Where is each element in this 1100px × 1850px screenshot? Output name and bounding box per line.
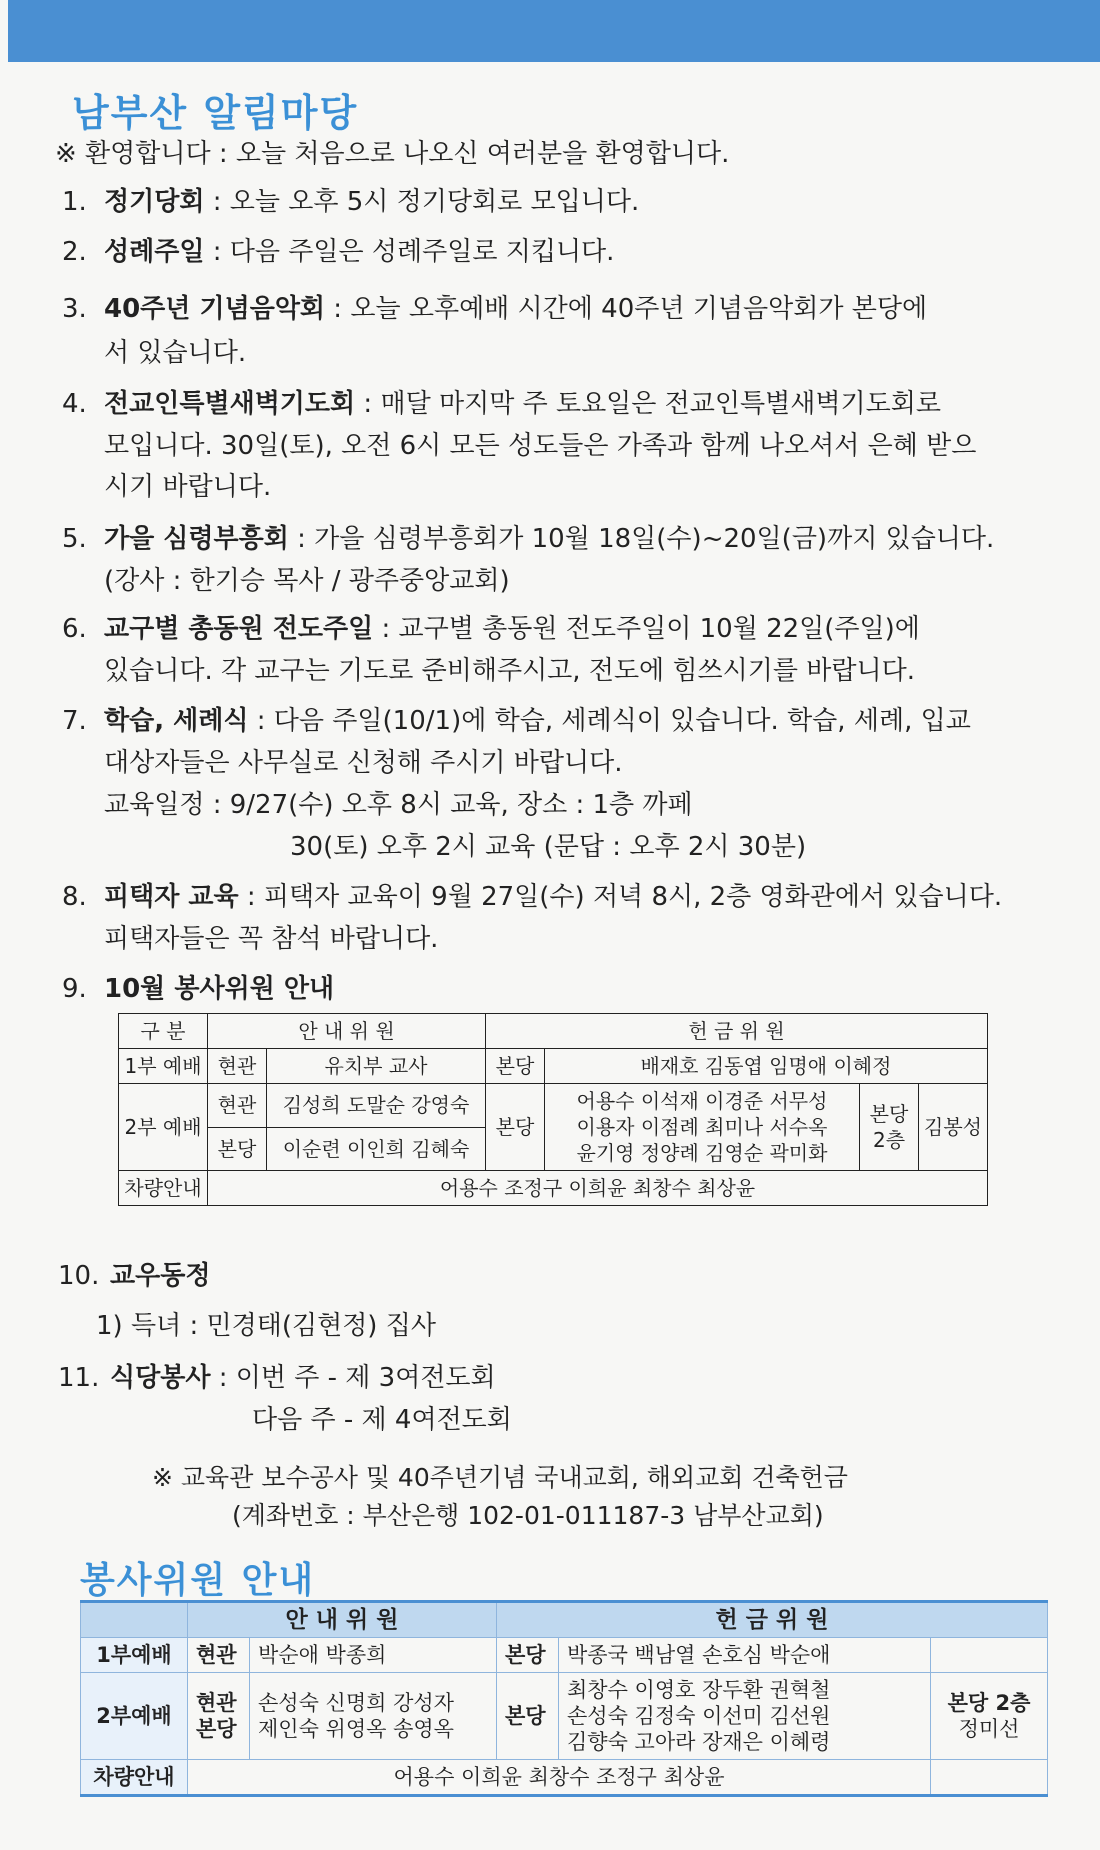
table-cell: 2부 예배: [119, 1084, 208, 1171]
guide-names-line: 손성숙 신명희 강성자: [258, 1691, 454, 1715]
offering-names-line: 김향숙 고아라 장재은 이혜령: [567, 1730, 831, 1754]
item-heading: 성례주일: [104, 237, 205, 267]
volunteers-table: [80, 1600, 1048, 1797]
account-number: (계좌번호 : 부산은행 102-01-011187-3 남부산교회): [232, 1501, 824, 1530]
table-cell: 현관: [188, 1638, 250, 1673]
item-text: : 오늘 오후 5시 정기당회로 모입니다.: [204, 187, 640, 217]
page-title: 남부산 알림마당: [72, 91, 359, 135]
item-number: 8.: [62, 882, 87, 912]
item-number: 3.: [62, 294, 87, 324]
table-header: 안 내 위 원: [188, 1602, 497, 1638]
item-text-continued: 모입니다. 30일(토), 오전 6시 모든 성도들은 가족과 함께 나오셔서 은혜 받으: [104, 431, 977, 461]
education-schedule: 교육일정 : 9/27(수) 오후 8시 교육, 장소 : 1층 까페: [104, 790, 693, 820]
table-row: [81, 1673, 1048, 1760]
item-text-continued: 있습니다. 각 교구는 기도로 준비해주시고, 전도에 힘쓰시기를 바랍니다.: [104, 656, 916, 686]
building-fund-notice: ※ 교육관 보수공사 및 40주년기념 국내교회, 해외교회 건축헌금: [152, 1463, 848, 1492]
table-cell: 1부 예배: [119, 1049, 208, 1084]
item-number: 6.: [62, 614, 87, 644]
table-header: 안 내 위 원: [208, 1014, 486, 1049]
announcement-4: [62, 383, 941, 425]
section-title: 봉사위원 안내: [80, 1560, 316, 1601]
table-cell: [250, 1673, 497, 1760]
item-number: 11.: [58, 1363, 100, 1393]
floor-line: 본당 2층: [947, 1691, 1031, 1715]
announcement-7: [62, 700, 971, 742]
item-heading: 10월 봉사위원 안내: [104, 974, 335, 1004]
item-text-continued: 시기 바랍니다.: [104, 472, 272, 502]
table-cell: 박종국 백남열 손호심 박순애: [559, 1638, 931, 1673]
table-cell: 본당: [497, 1673, 559, 1760]
table-header-row: [119, 1014, 988, 1049]
announcement-6: [62, 608, 920, 650]
location-line: 현관: [196, 1691, 237, 1715]
table-row: [81, 1638, 1048, 1673]
offering-names-line: 손성숙 김정숙 이선미 김선원: [567, 1704, 831, 1728]
item-heading: 학습, 세례식: [104, 706, 249, 736]
item-number: 10.: [58, 1261, 100, 1291]
item-number: 9.: [62, 974, 87, 1004]
offering-names-line: 어용수 이석재 이경준 서무성: [576, 1089, 828, 1113]
guide-names-line: 제인숙 위영옥 송영옥: [258, 1717, 454, 1741]
table-header-row: [81, 1602, 1048, 1638]
item-text: : 이번 주 - 제 3여전도회: [210, 1363, 496, 1393]
table-cell: 2부예배: [81, 1673, 188, 1760]
table-cell: 이순련 이인희 김혜숙: [267, 1127, 486, 1171]
item-heading: 가을 심령부흥회: [104, 524, 289, 554]
october-volunteers-table: [118, 1013, 988, 1206]
floor-line: 본당: [869, 1102, 909, 1126]
table-cell: 본당: [208, 1127, 267, 1171]
item-text: : 가을 심령부흥회가 10월 18일(수)~20일(금)까지 있습니다.: [288, 524, 995, 554]
item-heading: 교우동정: [110, 1261, 211, 1291]
table-cell: 차량안내: [81, 1760, 188, 1796]
table-cell: 현관: [208, 1049, 267, 1084]
table-cell: 박순애 박종희: [250, 1638, 497, 1673]
floor-line: 2층: [872, 1128, 906, 1152]
table-cell: [860, 1084, 919, 1171]
announcement-1: [62, 181, 639, 223]
table-cell: [931, 1638, 1048, 1673]
item-heading: 정기당회: [104, 187, 205, 217]
item-text: : 매달 마지막 주 토요일은 전교인특별새벽기도회로: [355, 389, 941, 419]
table-header: 헌 금 위 원: [497, 1602, 1048, 1638]
announcement-11: [58, 1357, 496, 1399]
member-news: 1) 득녀 : 민경태(김현정) 집사: [96, 1311, 436, 1341]
item-text: : 오늘 오후예배 시간에 40주년 기념음악회가 본당에: [325, 294, 928, 324]
table-cell: 어용수 이희윤 최창수 조정구 최상윤: [188, 1760, 931, 1796]
item-text-continued: (강사 : 한기승 목사 / 광주중앙교회): [104, 566, 510, 596]
announcement-2: [62, 231, 614, 273]
announcement-5: [62, 518, 994, 560]
table-header: 헌 금 위 원: [486, 1014, 988, 1049]
item-heading: 40주년 기념음악회: [104, 294, 326, 324]
item-text-continued: 피택자들은 꼭 참석 바랍니다.: [104, 924, 439, 954]
announcement-8: [62, 876, 1002, 918]
table-cell: [188, 1673, 250, 1760]
table-cell: 배재호 김동엽 임명애 이혜정: [545, 1049, 988, 1084]
item-text-continued: 다음 주 - 제 4여전도회: [252, 1405, 512, 1435]
table-cell: [559, 1673, 931, 1760]
table-cell: 차량안내: [119, 1171, 208, 1206]
item-text-continued: 대상자들은 사무실로 신청해 주시기 바랍니다.: [104, 748, 623, 778]
offering-names-line: 이용자 이점례 최미나 서수옥: [576, 1115, 828, 1139]
item-number: 2.: [62, 237, 87, 267]
item-heading: 교구별 총동원 전도주일: [104, 614, 374, 644]
table-cell: 본당: [486, 1084, 545, 1171]
table-cell: 본당: [486, 1049, 545, 1084]
table-cell: [931, 1673, 1048, 1760]
item-heading: 식당봉사: [110, 1363, 211, 1393]
item-text: : 피택자 교육이 9월 27일(수) 저녁 8시, 2층 영화관에서 있습니다.: [238, 882, 1003, 912]
offering-names-line: 윤기영 정양례 김영순 곽미화: [576, 1141, 828, 1165]
table-header: [81, 1602, 188, 1638]
floor-name-line: 정미선: [958, 1717, 1020, 1741]
item-text-continued: 서 있습니다.: [104, 338, 247, 368]
table-cell: 어용수 조정구 이희윤 최창수 최상윤: [208, 1171, 988, 1206]
item-heading: 피택자 교육: [104, 882, 239, 912]
item-number: 7.: [62, 706, 87, 736]
item-text: : 다음 주일은 성례주일로 지킵니다.: [204, 237, 615, 267]
table-cell: [545, 1084, 860, 1171]
table-cell: 김성희 도말순 강영숙: [267, 1084, 486, 1128]
location-line: 본당: [196, 1717, 237, 1741]
table-header: 구 분: [119, 1014, 208, 1049]
top-color-bar: [8, 0, 1100, 62]
table-row: [119, 1171, 988, 1206]
table-cell: 본당: [497, 1638, 559, 1673]
item-number: 1.: [62, 187, 87, 217]
item-text: : 교구별 총동원 전도주일이 10월 22일(주일)에: [373, 614, 920, 644]
education-schedule-2: 30(토) 오후 2시 교육 (문답 : 오후 2시 30분): [290, 832, 807, 862]
item-text: : 다음 주일(10/1)에 학습, 세례식이 있습니다. 학습, 세례, 입교: [248, 706, 971, 736]
table-cell: 현관: [208, 1084, 267, 1128]
table-cell: 김봉성: [919, 1084, 988, 1171]
offering-names-line: 최창수 이영호 장두환 권혁철: [567, 1678, 831, 1702]
table-cell: [931, 1760, 1048, 1796]
table-cell: 유치부 교사: [267, 1049, 486, 1084]
announcement-9: [62, 968, 334, 1010]
table-cell: 1부예배: [81, 1638, 188, 1673]
item-number: 5.: [62, 524, 87, 554]
table-row: [119, 1049, 988, 1084]
announcement-3: [62, 288, 927, 330]
announcement-10: [58, 1255, 210, 1297]
table-row: [81, 1760, 1048, 1796]
item-heading: 전교인특별새벽기도회: [104, 389, 356, 419]
welcome-line: ※ 환영합니다 : 오늘 처음으로 나오신 여러분을 환영합니다.: [55, 139, 730, 169]
table-row: [119, 1084, 988, 1128]
item-number: 4.: [62, 389, 87, 419]
